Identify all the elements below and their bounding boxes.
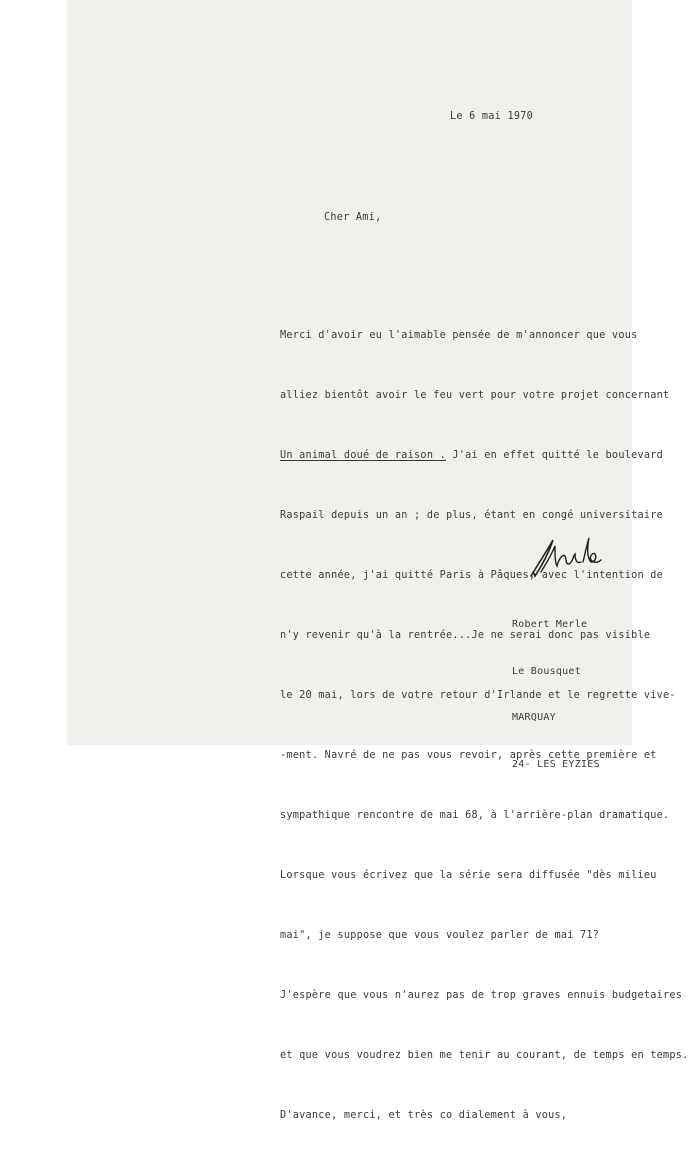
address-line: 24- LES EYZIES [512,758,600,770]
body-line [280,1046,689,1066]
body-text: le 20 mai, lors de votre retour d'Irlande et le regrette vive- [280,690,676,701]
body-text: Lorsque vous écrivez que la série sera diffusée "dès milieu [280,870,657,881]
body-text: et que vous voudrez bien me tenir au courant, de temps en temps. [280,1050,689,1061]
body-line [280,566,689,586]
address-line: Le Bousquet [512,665,581,677]
letter-body [280,286,689,1166]
body-line [280,386,689,406]
body-line [280,1106,689,1126]
body-line [280,686,689,706]
body-line [280,746,689,766]
body-line [280,506,689,526]
salutation: Cher Ami, [324,212,382,223]
body-text: Raspail depuis un an ; de plus, étant en congé universitaire [280,510,664,521]
body-line [280,626,689,646]
body-text: J'espère que vous n'aurez pas de trop graves ennuis budgetaires [280,990,683,1001]
letter-page [67,0,689,1121]
body-line [280,806,689,826]
letter-date: Le 6 mai 1970 [450,111,533,122]
body-line [280,446,689,466]
sender-address [512,586,600,803]
book-title-underlined: Un animal doué de raison . [280,450,446,461]
body-line [280,926,689,946]
body-text: alliez bientôt avoir le feu vert pour votre projet concernant [280,390,670,401]
body-line [280,986,689,1006]
body-text: n'y revenir qu'à la rentrée...Je ne serai donc pas visible [280,630,651,641]
body-text: D'avance, merci, et très co dialement à vous, [280,1110,568,1121]
body-text: -ment. Navré de ne pas vous revoir, après cette première et [280,750,657,761]
body-line [280,326,689,346]
body-text: cette année, j'ai quitté Paris à Pâques, avec l'intention de [280,570,664,581]
body-text: Merci d'avoir eu l'aimable pensée de m'annoncer que vous [280,330,638,341]
body-text: sympathique rencontre de mai 68, à l'arrière-plan dramatique. [280,810,670,821]
body-text: J'ai en effet quitté le boulevard [445,450,664,461]
address-line: MARQUAY [512,712,556,723]
sender-name: Robert Merle [512,619,588,630]
body-line [280,866,689,886]
body-text: mai", je suppose que vous voulez parler de mai 71? [280,930,600,941]
handwritten-signature [525,532,605,580]
